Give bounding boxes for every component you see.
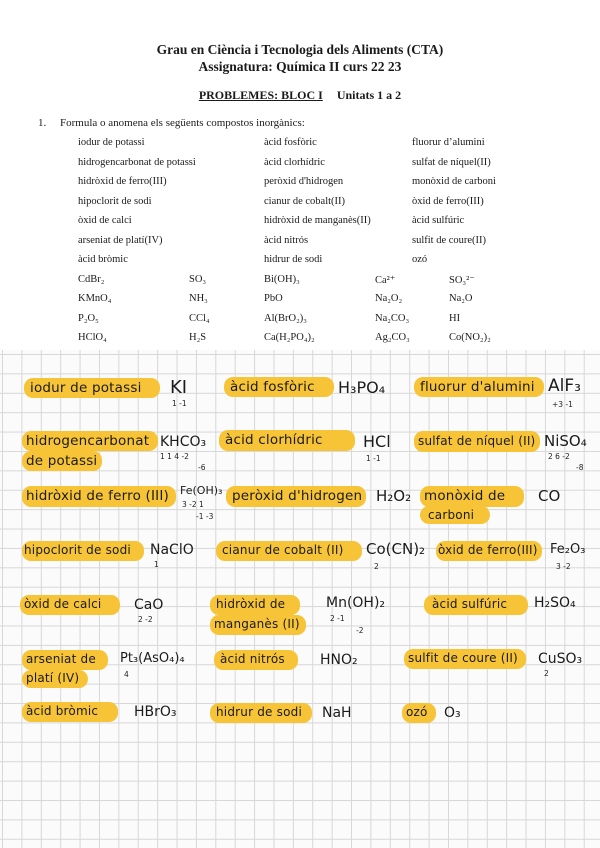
answer-formula: KHCO₃ (160, 434, 207, 450)
answer-name: hidròxid de ferro (III) (26, 488, 169, 504)
formula-cell: Ca(H₂PO₄)₂ (264, 332, 315, 343)
answer-name: àcid nitrós (220, 652, 285, 666)
answer-name: àcid sulfúric (432, 597, 508, 611)
name-cell: hidròxid de manganès(II) (264, 215, 371, 226)
printed-worksheet (0, 0, 600, 350)
formula-cell: HClO₄ (78, 332, 107, 343)
name-cell: àcid clorhídric (264, 157, 325, 168)
answer-formula: H₃PO₄ (338, 378, 386, 397)
name-cell: iodur de potassi (78, 137, 145, 148)
answer-formula: HNO₂ (320, 652, 358, 668)
answer-name: iodur de potassi (30, 380, 142, 396)
answer-formula: CaO (134, 597, 164, 613)
name-cell: hidrur de sodi (264, 254, 323, 265)
formula-cell: Ca²⁺ (375, 275, 396, 286)
answer-formula: Mn(OH)₂ (326, 595, 386, 611)
answer-name: peròxid d'hidrogen (232, 488, 363, 504)
name-cell: ozó (412, 254, 428, 265)
oxidation-note: 2 -2 (138, 615, 153, 624)
answer-name-line1: monòxid de (424, 488, 506, 504)
answer-formula: O₃ (444, 705, 461, 721)
answer-formula: H₂O₂ (376, 487, 412, 505)
name-cell: fluorur d’alumini (412, 137, 485, 148)
answer-name: àcid bròmic (26, 704, 99, 718)
formula-cell: SO₃²⁻ (449, 275, 475, 286)
answer-name: cianur de cobalt (II) (222, 543, 344, 557)
formula-cell: Na₂O (449, 293, 473, 304)
section-units: Unitats 1 a 2 (336, 88, 402, 102)
answer-formula: NaClO (150, 542, 194, 558)
oxidation-note: -6 (198, 463, 206, 472)
formula-cell: CdBr₂ (78, 274, 105, 285)
answer-name: fluorur d'alumini (420, 379, 535, 395)
answer-formula: CO (538, 487, 561, 505)
name-cell: arseniat de platí(IV) (78, 235, 163, 246)
oxidation-note: 1 -1 (172, 399, 187, 408)
formula-cell: KMnO₄ (78, 293, 112, 304)
name-cell: hidròxid de ferro(III) (78, 176, 167, 187)
name-cell: òxid de calci (78, 215, 132, 226)
answer-formula: NaH (322, 705, 352, 721)
name-cell: sulfat de níquel(II) (412, 157, 491, 168)
section-title: PROBLEMES: BLOC I (198, 88, 323, 102)
answer-name-line2: manganès (II) (214, 617, 300, 631)
answer-name: àcid fosfòric (230, 379, 315, 395)
formula-cell: PbO (264, 293, 283, 304)
name-cell: hidrogencarbonat de potassi (78, 157, 196, 168)
answer-formula: CuSO₃ (538, 651, 583, 667)
answer-name: sulfat de níquel (II) (418, 434, 536, 448)
answer-name: hidrur de sodi (216, 705, 303, 719)
name-cell: monòxid de carboni (412, 176, 496, 187)
formula-cell: CCl₄ (189, 313, 210, 324)
subject-title: Assignatura: Química II curs 22 23 (198, 59, 402, 74)
formula-cell: Na₂O₂ (375, 293, 403, 304)
name-cell: peròxid d'hidrogen (264, 176, 344, 187)
answer-name: òxid de ferro(III) (438, 543, 538, 557)
oxidation-note: 2 6 -2 (548, 452, 570, 461)
name-cell: cianur de cobalt(II) (264, 196, 346, 207)
oxidation-note: -1 -3 (196, 512, 214, 521)
answer-name-line2: carboni (428, 508, 475, 522)
answer-name: sulfit de coure (II) (408, 651, 518, 665)
answer-name: hipoclorit de sodi (24, 543, 131, 557)
formula-cell: Al(BrO₂)₃ (264, 313, 307, 324)
oxidation-note: 4 (124, 670, 129, 679)
formula-cell: HI (449, 313, 461, 324)
formula-cell: H₂S (189, 332, 207, 343)
answer-name-line2: de potassi (26, 453, 98, 469)
oxidation-note: 3 -2 (556, 562, 571, 571)
answer-formula: H₂SO₄ (534, 595, 576, 611)
answer-formula: Co(CN)₂ (366, 540, 426, 558)
name-cell: àcid sulfúric (412, 215, 465, 226)
formula-cell: Co(NO₂)₂ (449, 332, 491, 343)
answer-formula: AlF₃ (548, 376, 581, 396)
name-cell: òxid de ferro(III) (412, 196, 484, 207)
formula-cell: Na₂CO₃ (375, 313, 410, 324)
answer-formula: Pt₃(AsO₄)₄ (120, 651, 185, 666)
name-cell: hipoclorit de sodi (78, 196, 152, 207)
oxidation-note: 2 (374, 562, 379, 571)
answer-name-line1: hidròxid de (216, 597, 286, 611)
answer-name: àcid clorhídric (225, 432, 323, 448)
oxidation-note: -8 (576, 463, 584, 472)
answer-formula: HCl (363, 432, 391, 451)
answer-formula: Fe(OH)₃ (180, 484, 223, 497)
handwritten-answers (0, 350, 600, 848)
answer-name: òxid de calci (24, 597, 102, 611)
question-number: 1. (38, 117, 47, 129)
answer-name-line1: hidrogencarbonat (26, 433, 150, 449)
question-statement (38, 117, 305, 129)
answer-name: ozó (406, 705, 428, 719)
question-text: Formula o anomena els següents compostos inorgànics: (60, 117, 305, 129)
answer-formula: HBrO₃ (134, 704, 177, 720)
name-cell: àcid fosfòric (264, 137, 317, 148)
oxidation-note: 2 -1 (330, 614, 345, 623)
formula-cell: Bi(OH)₃ (264, 274, 300, 285)
answer-name-line1: arseniat de (26, 652, 96, 666)
name-cell: sulfit de coure(II) (412, 235, 487, 246)
answer-formula: Fe₂O₃ (550, 542, 586, 557)
answer-name-line2: platí (IV) (26, 671, 80, 685)
oxidation-note: 2 (544, 669, 549, 678)
oxidation-note: +3 -1 (552, 400, 573, 409)
answer-formula: KI (170, 377, 188, 398)
answer-formula: NiSO₄ (544, 432, 587, 450)
oxidation-note: 1 (154, 560, 159, 569)
name-cell: àcid bròmic (78, 254, 128, 265)
section-heading (0, 88, 600, 103)
name-cell: àcid nitrós (264, 235, 309, 246)
formula-cell: SO₃ (189, 274, 207, 285)
oxidation-note: 3 -2 1 (182, 500, 204, 509)
oxidation-note: -2 (356, 626, 364, 635)
formula-cell: NH₃ (189, 293, 208, 304)
formula-cell: Ag₂CO₃ (375, 332, 410, 343)
formula-cell: P₂O₅ (78, 313, 99, 324)
course-title: Grau en Ciència i Tecnologia dels Aliments (CTA) (156, 42, 444, 57)
oxidation-note: 1 1 4 -2 (160, 452, 189, 461)
oxidation-note: 1 -1 (366, 454, 381, 463)
